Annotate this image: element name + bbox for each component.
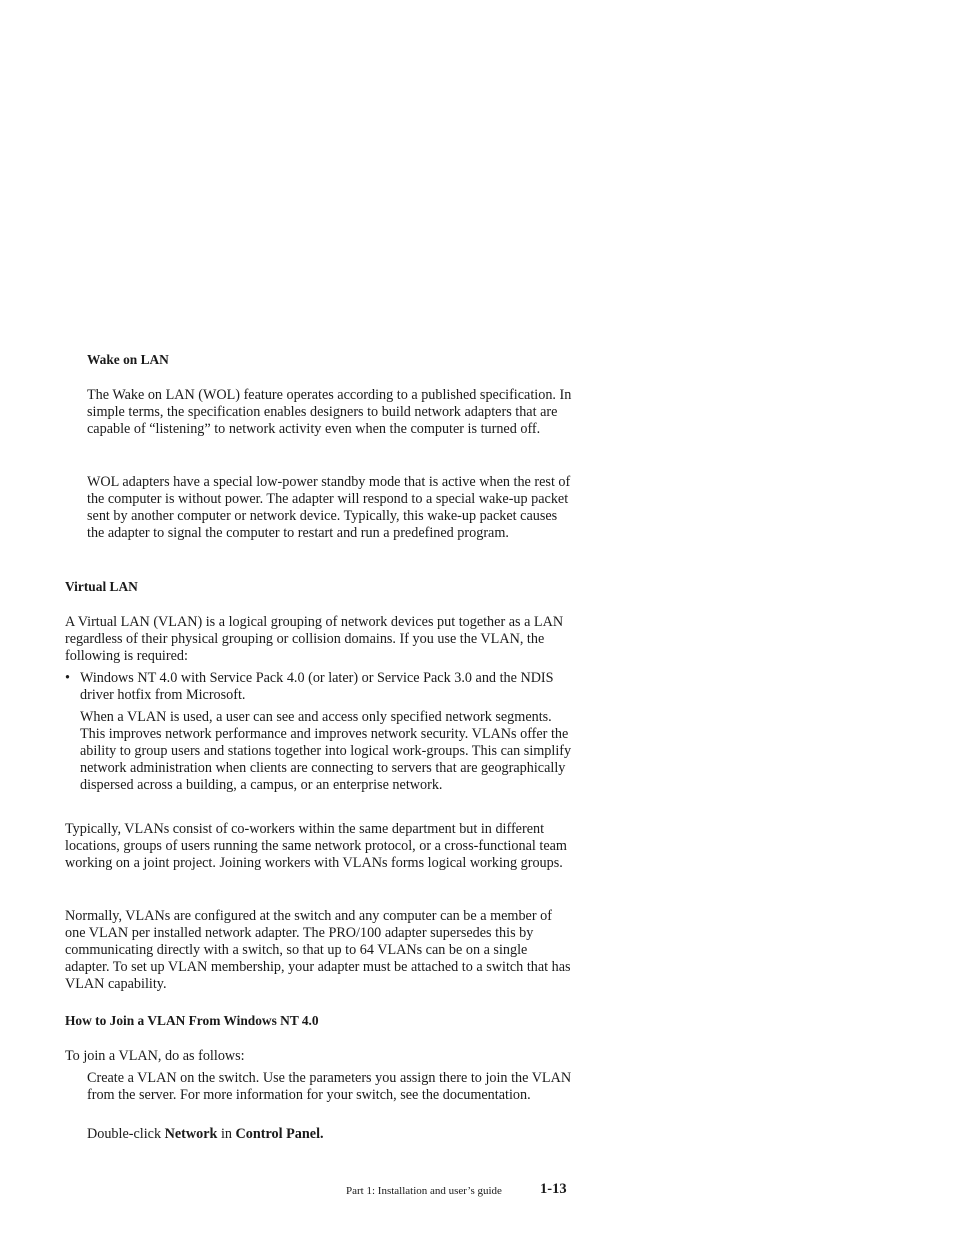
step2-control-panel: Control Panel. — [235, 1126, 324, 1142]
heading-virtual-lan: Virtual LAN — [65, 579, 138, 594]
vlan-paragraph-2: Typically, VLANs consist of co-workers within the same department but in different locations, groups of users running the same network protocol, or a cross-functional team working on a joint project. Joining workers with VLANs forms logical working groups. — [65, 821, 567, 871]
join-step-2 — [87, 1126, 572, 1143]
bullet-note-vlan: When a VLAN is used, a user can see and access only specified network segments. This improves network performance and improves network security. VLANs offer the ability to group users and stations together into logical work-groups. This can simplify network administration when clients are connecting to servers that are geographically dispersed across a building, a campus, or an enterprise network. — [80, 709, 572, 793]
vlan-paragraph-1: A Virtual LAN (VLAN) is a logical grouping of network devices put together as a LAN regardless of their physical grouping or collision domains. If you use the VLAN, the following is required: — [65, 614, 564, 664]
step2-network: Network — [164, 1126, 218, 1142]
heading-wake-on-lan: Wake on LAN — [87, 352, 169, 367]
bullet-mark: • — [65, 670, 70, 686]
footer-text: Part 1: Installation and user’s guide — [346, 1185, 502, 1197]
wol-paragraph-1: The Wake on LAN (WOL) feature operates according to a published specification. In simple terms, the specification enables designers to build network adapters that are capable of “listening” to network activity even when the computer is turned off. — [87, 387, 572, 437]
step2-prefix: Double-click — [87, 1126, 165, 1142]
step2-in: in — [217, 1126, 236, 1142]
page-number: 1-13 — [540, 1181, 567, 1197]
join-intro: To join a VLAN, do as follows: — [65, 1048, 245, 1064]
vlan-paragraph-3: Normally, VLANs are configured at the switch and any computer can be a member of one VLAN per installed network adapter. The PRO/100 adapter supersedes this by communicating directly with a switch, so that up to 64 VLANs can be on a single adapter. To set up VLAN membership, your adapter must be attached to a switch that has VLAN capability. — [65, 908, 571, 992]
bullet-item-windows-nt: Windows NT 4.0 with Service Pack 4.0 (or later) or Service Pack 3.0 and the NDIS driver hotfix from Microsoft. — [80, 670, 554, 703]
join-step-1: Create a VLAN on the switch. Use the parameters you assign there to join the VLAN from the server. For more information for your switch, see the documentation. — [87, 1070, 572, 1103]
wol-paragraph-2: WOL adapters have a special low-power standby mode that is active when the rest of the computer is without power. The adapter will respond to a special wake-up packet sent by another computer or network device. Typically, this wake-up packet causes the adapter to signal the computer to restart and run a predefined program. — [87, 474, 571, 541]
heading-join-vlan: How to Join a VLAN From Windows NT 4.0 — [65, 1013, 319, 1028]
